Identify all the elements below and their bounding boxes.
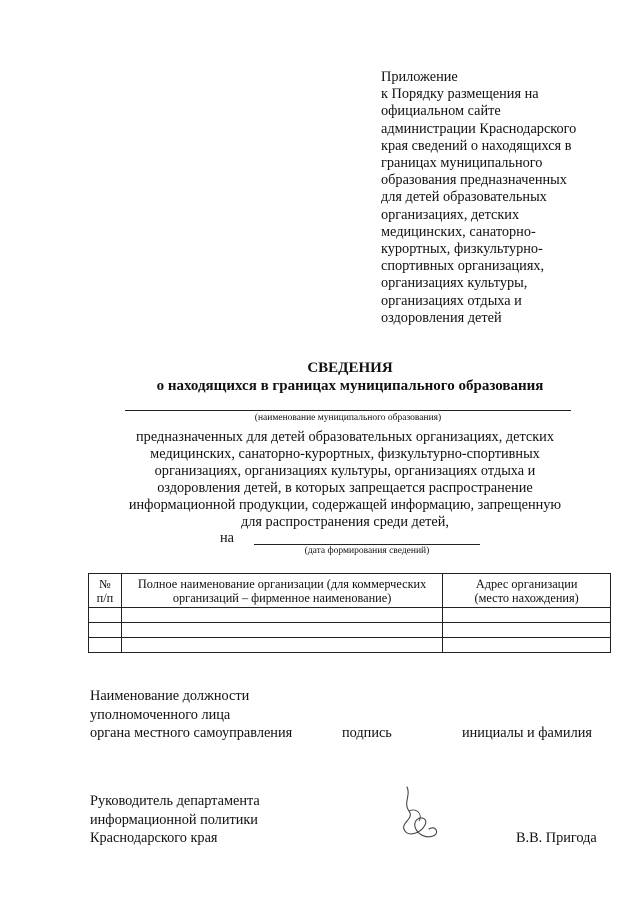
- table-cell: [121, 638, 442, 653]
- footer-position-block: [90, 792, 260, 848]
- description-line: медицинских, санаторно-курортных, физкультурно-спортивных: [150, 446, 540, 462]
- description-paragraph: [110, 429, 580, 531]
- appendix-line: к Порядку размещения на: [381, 86, 539, 103]
- table-cell: [121, 608, 442, 623]
- header-address-line: Адрес организации: [475, 576, 578, 591]
- appendix-block: [381, 69, 611, 327]
- header-number-line: п/п: [96, 590, 114, 605]
- appendix-line: для детей образовательных: [381, 189, 547, 206]
- appendix-line: края сведений о находящихся в: [381, 137, 572, 154]
- appendix-line: медицинских, санаторно-: [381, 223, 536, 240]
- appendix-line: спортивных организациях,: [381, 258, 545, 275]
- position-line: уполномоченного лица: [90, 706, 231, 723]
- appendix-line: организациях отдыха и: [381, 292, 522, 309]
- description-line: для распространения среди детей,: [240, 514, 449, 530]
- appendix-line: оздоровления детей: [381, 309, 502, 326]
- appendix-line: Приложение: [381, 69, 458, 85]
- table-header-row: [89, 574, 611, 608]
- table-cell: [89, 638, 122, 653]
- date-prefix: на: [220, 530, 234, 546]
- organizations-table: [88, 573, 611, 653]
- municipality-name-line: [125, 410, 571, 411]
- position-line: Наименование должности: [90, 688, 250, 704]
- table-row: [89, 623, 611, 638]
- appendix-line: образования предназначенных: [381, 172, 567, 189]
- table-cell: [89, 623, 122, 638]
- appendix-line: курортных, физкультурно-: [381, 241, 543, 258]
- appendix-line: организациях культуры,: [381, 275, 528, 292]
- table-cell: [443, 608, 611, 623]
- header-address: [443, 574, 611, 608]
- description-line: оздоровления детей, в которых запрещается распространение: [157, 480, 533, 496]
- header-number-line: №: [99, 576, 111, 591]
- header-address-line: (место нахождения): [474, 590, 579, 605]
- handwritten-signature: [395, 785, 445, 845]
- footer-line: Краснодарского края: [90, 830, 218, 846]
- table-cell: [121, 623, 442, 638]
- name-label: инициалы и фамилия: [462, 725, 592, 741]
- description-line: предназначенных для детей образовательных организациях, детских: [136, 429, 554, 445]
- table-cell: [443, 623, 611, 638]
- document-subtitle: о находящихся в границах муниципального образования: [156, 378, 544, 394]
- signature-label: подпись: [342, 725, 392, 741]
- description-line: организациях, организациях культуры, организациях отдыха и: [154, 463, 536, 479]
- appendix-line: границах муниципального: [381, 155, 543, 172]
- appendix-line: организациях, детских: [381, 206, 520, 223]
- date-caption: (дата формирования сведений): [304, 546, 430, 556]
- header-org-name-line: Полное наименование организации (для коммерческих: [137, 576, 427, 591]
- date-line: [254, 544, 480, 545]
- footer-line: Руководитель департамента: [90, 793, 260, 809]
- header-org-name: [121, 574, 442, 608]
- description-line: информационной продукции, содержащей информацию, запрещенную: [128, 497, 562, 513]
- table-cell: [443, 638, 611, 653]
- table-row: [89, 638, 611, 653]
- appendix-line: официальном сайте: [381, 103, 501, 120]
- appendix-line: администрации Краснодарского: [381, 120, 577, 137]
- footer-signatory: В.В. Пригода: [516, 830, 597, 846]
- footer-line: информационной политики: [90, 811, 258, 828]
- table-row: [89, 608, 611, 623]
- header-number: [89, 574, 122, 608]
- position-line: органа местного самоуправления: [90, 725, 293, 741]
- document-title: СВЕДЕНИЯ: [307, 360, 393, 376]
- header-org-name-line: организаций – фирменное наименование): [172, 590, 392, 605]
- position-block: [90, 687, 292, 743]
- municipality-caption: (наименование муниципального образования): [254, 413, 442, 423]
- table-cell: [89, 608, 122, 623]
